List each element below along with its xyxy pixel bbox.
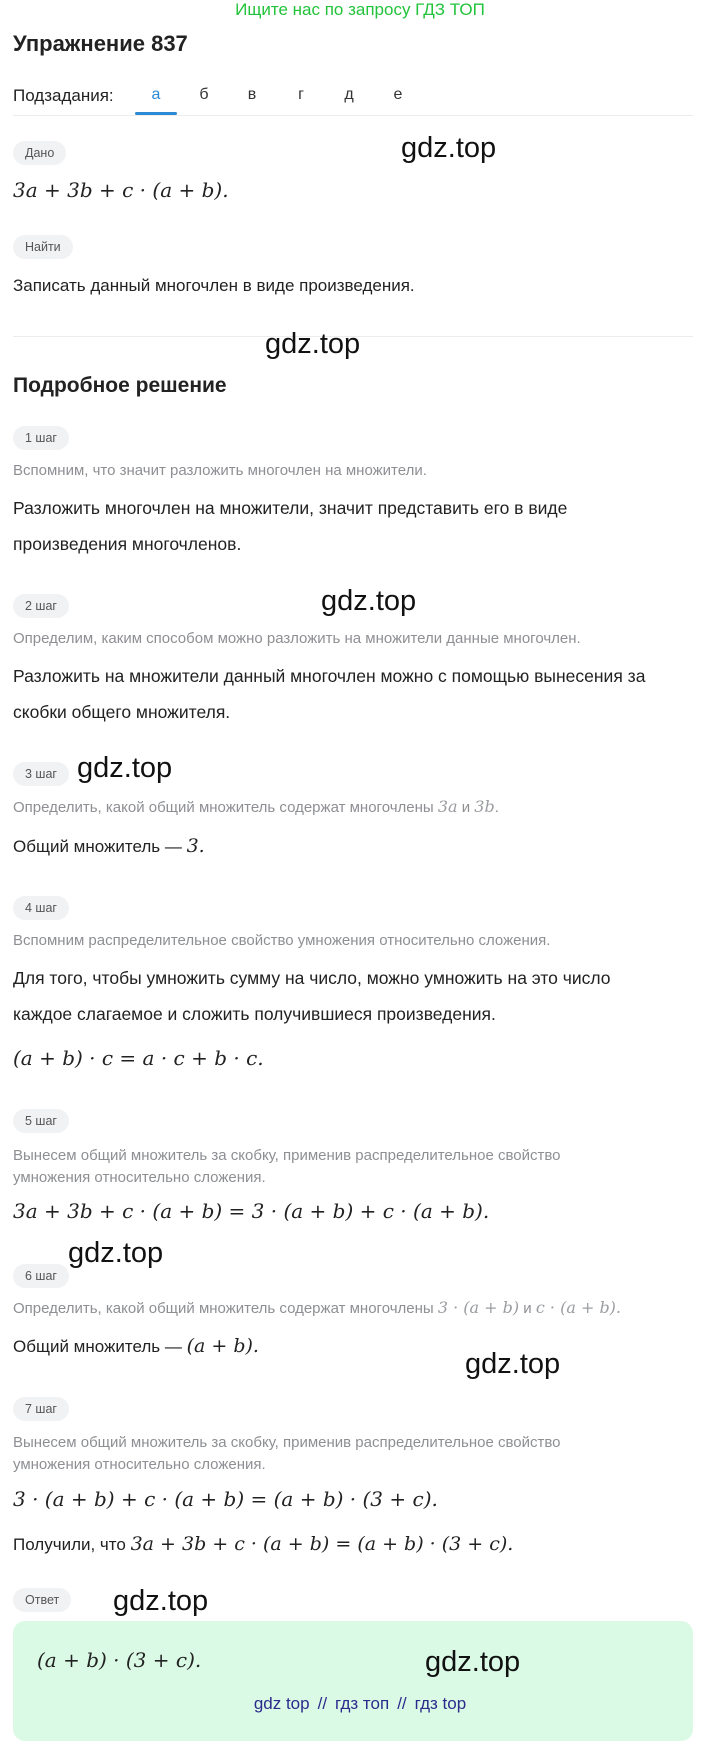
tab-e[interactable]: е xyxy=(393,86,403,103)
footer-separator: // xyxy=(317,1694,328,1713)
footer-link-1[interactable]: gdz top xyxy=(253,1694,310,1713)
step-1-pill: 1 шаг xyxy=(13,426,69,450)
tab-d[interactable]: д xyxy=(344,86,354,103)
step-6-hint xyxy=(13,1298,621,1317)
step-6-hint-math-2: c · (a + b). xyxy=(535,1298,622,1317)
step-3-hint-suffix: . xyxy=(494,799,499,816)
step-5-hint-line-2: умножения относительно сложения. xyxy=(13,1169,266,1186)
tab-g[interactable]: г xyxy=(298,86,304,103)
step-7-text xyxy=(13,1533,513,1555)
step-5-expression: 3a + 3b + c · (a + b) = 3 · (a + b) + c · (a + b). xyxy=(13,1199,490,1223)
step-5-hint-line-1: Вынесем общий множитель за скобку, применив распределительное свойство xyxy=(13,1147,561,1164)
subtasks-label: Подзадания: xyxy=(13,86,114,105)
solution-title: Подробное решение xyxy=(13,374,227,397)
find-pill: Найти xyxy=(13,235,73,259)
step-3-text-math: 3. xyxy=(186,835,205,857)
step-7-text-prefix: Получили, что xyxy=(13,1535,131,1554)
watermark: gdz.top xyxy=(113,1585,209,1617)
step-2-pill: 2 шаг xyxy=(13,594,69,618)
step-2-hint: Определим, каким способом можно разложить на множители данные многочлен. xyxy=(13,630,581,647)
watermark: gdz.top xyxy=(401,132,497,164)
step-6-text xyxy=(13,1335,259,1357)
top-banner: Ищите нас по запросу ГДЗ ТОП xyxy=(235,0,485,19)
answer-pill: Ответ xyxy=(13,1588,71,1612)
step-4-line-2: каждое слагаемое и сложить получившиеся произведения. xyxy=(13,1004,496,1024)
step-1-line-1: Разложить многочлен на множители, значит представить его в виде xyxy=(13,498,568,518)
step-7-hint xyxy=(13,1432,561,1476)
find-text: Записать данный многочлен в виде произведения. xyxy=(13,276,415,295)
step-1-text xyxy=(13,490,703,562)
step-4-text xyxy=(13,960,703,1032)
watermark: gdz.top xyxy=(321,585,417,617)
tab-v[interactable]: в xyxy=(247,86,257,103)
step-3-hint-and: и xyxy=(457,799,475,816)
step-6-text-prefix: Общий множитель — xyxy=(13,1337,187,1356)
watermark: gdz.top xyxy=(68,1237,164,1269)
step-7-expression: 3 · (a + b) + c · (a + b) = (a + b) · (3 + c). xyxy=(13,1487,438,1511)
step-3-hint xyxy=(13,797,499,816)
step-3-hint-math-1: 3a xyxy=(437,797,458,816)
given-pill: Дано xyxy=(13,141,66,165)
answer-expression: (a + b) · (3 + c). xyxy=(37,1648,202,1672)
step-3-text-prefix: Общий множитель — xyxy=(13,837,187,856)
step-7-text-math: 3a + 3b + c · (a + b) = (a + b) · (3 + c). xyxy=(130,1533,514,1555)
tab-a[interactable]: а xyxy=(151,86,161,103)
step-2-line-2: скобки общего множителя. xyxy=(13,702,231,722)
step-6-pill: 6 шаг xyxy=(13,1264,69,1288)
step-2-text xyxy=(13,658,703,730)
tab-b[interactable]: б xyxy=(199,86,209,103)
footer-link-2[interactable]: гдз топ xyxy=(335,1694,390,1713)
given-expression: 3a + 3b + c · (a + b). xyxy=(13,178,229,202)
step-7-pill: 7 шаг xyxy=(13,1397,69,1421)
step-4-line-1: Для того, чтобы умножить сумму на число, можно умножить на это число xyxy=(13,968,611,988)
step-3-hint-math-2: 3b xyxy=(474,797,495,816)
step-2-line-1: Разложить на множители данный многочлен можно с помощью вынесения за xyxy=(13,666,646,686)
step-5-hint xyxy=(13,1145,561,1189)
footer-separator: // xyxy=(397,1694,407,1713)
step-6-hint-prefix: Определить, какой общий множитель содержат многочлены xyxy=(13,1300,438,1317)
step-6-hint-and: и xyxy=(519,1300,536,1317)
subtasks-divider xyxy=(13,115,693,116)
step-3-text xyxy=(13,835,205,857)
step-4-hint: Вспомним распределительное свойство умножения относительно сложения. xyxy=(13,932,551,949)
watermark: gdz.top xyxy=(77,752,173,784)
step-4-pill: 4 шаг xyxy=(13,896,69,920)
footer-link-3[interactable]: гдз top xyxy=(414,1694,467,1713)
answer-box xyxy=(13,1621,693,1741)
page-title: Упражнение 837 xyxy=(13,31,188,56)
watermark: gdz.top xyxy=(265,328,361,360)
step-4-expression: (a + b) · c = a · c + b · c. xyxy=(13,1046,264,1070)
watermark: gdz.top xyxy=(465,1348,561,1380)
step-1-line-2: произведения многочленов. xyxy=(13,534,242,554)
footer-links xyxy=(0,1694,720,1714)
step-6-text-math: (a + b). xyxy=(186,1335,259,1357)
step-7-hint-line-1: Вынесем общий множитель за скобку, применив распределительное свойство xyxy=(13,1434,561,1451)
step-1-hint: Вспомним, что значит разложить многочлен на множители. xyxy=(13,462,427,479)
watermark: gdz.top xyxy=(425,1646,521,1678)
step-7-hint-line-2: умножения относительно сложения. xyxy=(13,1456,266,1473)
step-6-hint-math-1: 3 · (a + b) xyxy=(437,1298,520,1317)
step-3-hint-prefix: Определить, какой общий множитель содержат многочлены xyxy=(13,799,438,816)
step-5-pill: 5 шаг xyxy=(13,1109,69,1133)
step-3-pill: 3 шаг xyxy=(13,762,69,786)
